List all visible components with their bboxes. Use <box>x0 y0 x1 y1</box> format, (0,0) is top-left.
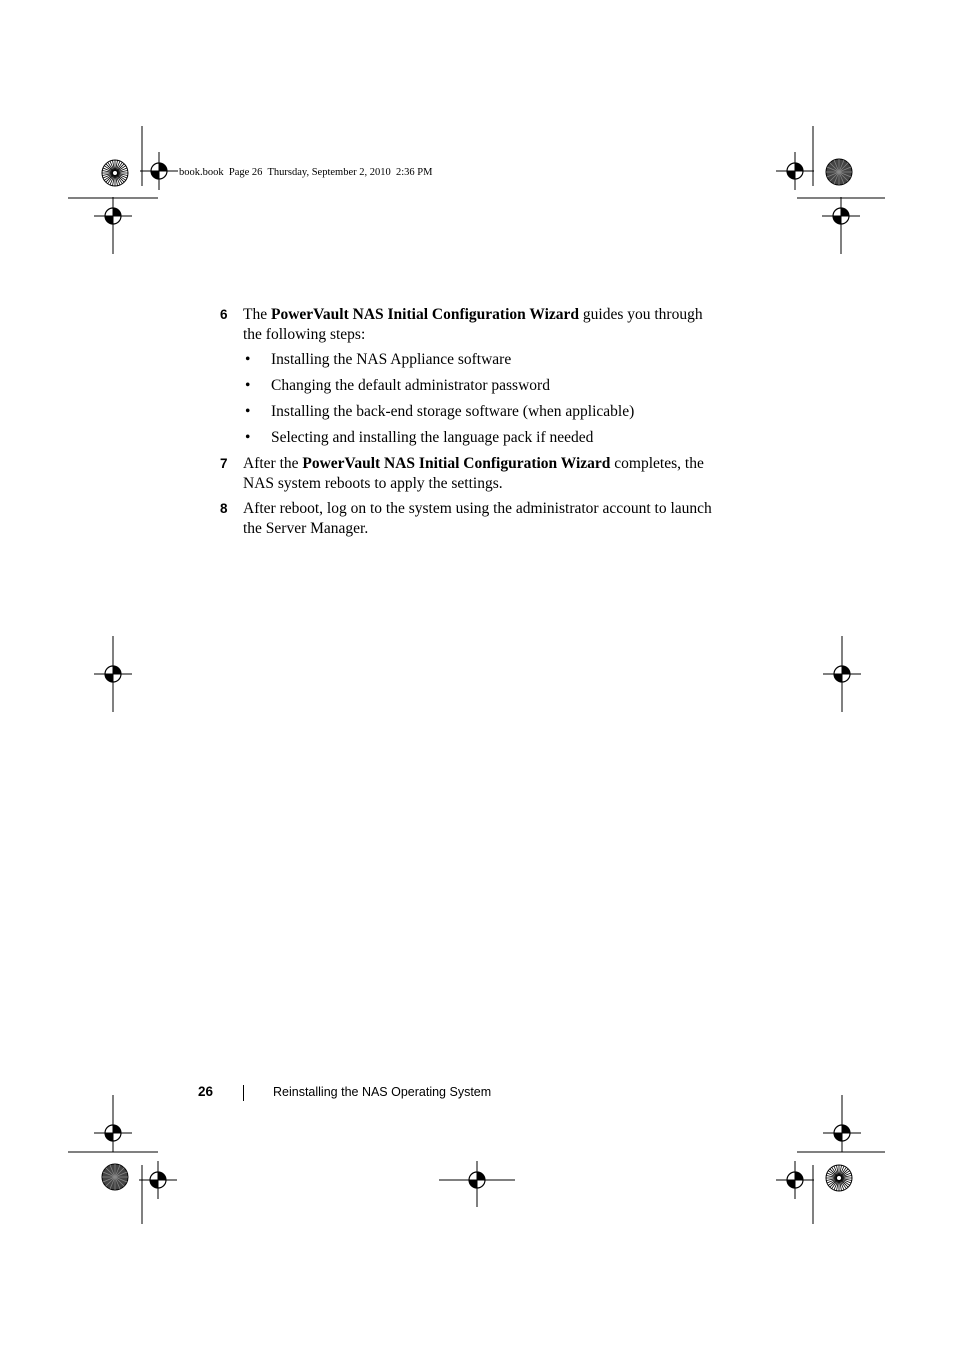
step-text: The PowerVault NAS Initial Configuration Wizard guides you through the following steps: <box>243 306 703 343</box>
bullet-glyph: • <box>245 403 251 420</box>
list-item: • Changing the default administrator password <box>245 377 550 394</box>
wizard-name: PowerVault NAS Initial Configuration Wizard <box>302 455 611 472</box>
step-6 <box>220 305 715 448</box>
list-item: • Installing the NAS Appliance software <box>245 351 512 368</box>
footer-section-title: Reinstalling the NAS Operating System <box>273 1085 492 1099</box>
step-text: After the PowerVault NAS Initial Configuration Wizard completes, the NAS system reboots to apply the settings. <box>243 455 704 492</box>
bullet-glyph: • <box>245 377 251 394</box>
list-item: • Installing the back-end storage software (when applicable) <box>245 403 635 420</box>
footer-divider <box>243 1085 244 1101</box>
step-text: After reboot, log on to the system using the administrator account to launch the Server Manager. <box>243 500 712 537</box>
print-header-info: book.book Page 26 Thursday, September 2, 2010 2:36 PM <box>179 167 433 178</box>
step-6-bullet-list <box>243 350 715 448</box>
step-number: 7 <box>220 456 228 471</box>
wizard-name: PowerVault NAS Initial Configuration Wizard <box>270 306 580 323</box>
step-7 <box>220 454 715 493</box>
list-item: • Selecting and installing the language pack if needed <box>245 429 594 446</box>
step-8 <box>220 499 715 538</box>
page-body <box>220 305 715 544</box>
page-number: 26 <box>198 1084 214 1099</box>
bullet-glyph: • <box>245 429 251 446</box>
bullet-glyph: • <box>245 351 251 368</box>
step-number: 8 <box>220 501 228 516</box>
step-number: 6 <box>220 307 228 322</box>
